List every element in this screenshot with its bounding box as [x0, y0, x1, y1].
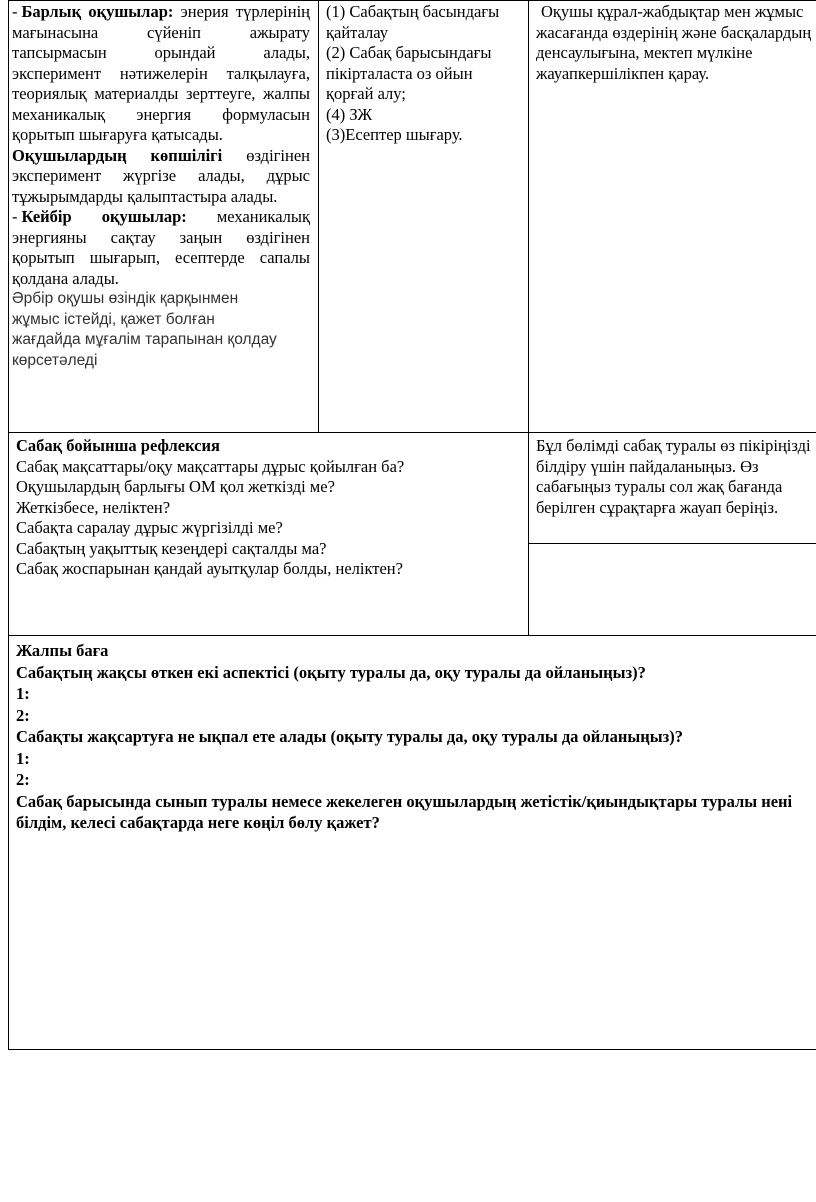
table-left-border: [8, 0, 9, 1050]
reflection-question-6: Сабақ жоспарынан қандай ауытқулар болды, неліктен?: [16, 559, 403, 578]
reflection-question-4: Сабақта саралау дұрыс жүргізілді ме?: [16, 518, 283, 537]
some-students-text: механикалық энергияны сақтау заңын өздігінен қорытып шығарып, есептерде сапалы қолдана алады.: [12, 207, 310, 288]
some-students-paragraph: [12, 207, 310, 289]
all-students-text: энерия түрлерінің мағынасына сүйеніп ажырату тапсырмасын орындай алады, эксперимент нәтижелерін талқылауға, теориялық материалды зерттеуге, жалпы механикалық энергия формуласын қорытып шығаруға қатысады.: [12, 2, 310, 144]
reflection-answer-area[interactable]: [529, 544, 816, 635]
summary-q1-answer-1: 1:: [16, 684, 30, 703]
reflection-question-5: Сабақтың уақыттық кезеңдері сақталды ма?: [16, 538, 327, 558]
row1-col3-cell: [536, 2, 816, 432]
summary-q1-answer-2: 2:: [16, 705, 30, 725]
summary-question-2: Сабақты жақсартуға не ықпал ете алады (оқыту туралы да, оқу туралы да ойланыңыз)?: [16, 727, 683, 746]
reflection-cell: [16, 436, 524, 634]
row1-col1-cell: [12, 2, 310, 432]
most-students-paragraph: [12, 146, 310, 208]
all-students-paragraph: [12, 2, 310, 146]
reflection-question-1: Сабақ мақсаттары/оқу мақсаттары дұрыс қойылған ба?: [16, 456, 405, 476]
all-students-label: Барлық оқушылар:: [21, 2, 174, 21]
row1-col-divider-1: [318, 0, 319, 433]
assessment-item-2: (2) Сабақ барысындағы пікірталаста оз ойын қорғай алу;: [326, 43, 492, 103]
assessment-item-1: (1) Сабақтың басындағы қайталау: [326, 2, 500, 42]
most-students-text: өздігінен эксперимент жүргізе алады, дұрыс тұжырымдарды қалыптастыра алады.: [12, 145, 310, 206]
list-dash: -: [12, 2, 18, 21]
assessment-item-4: (3)Есептер шығару.: [326, 125, 463, 144]
summary-question-3: Сабақ барысында сынып туралы немесе жекелеген оқушылардың жетістік/қиындықтары туралы нені білдім, келесі сабақтарда неге көңіл бөлу қажет?: [16, 791, 793, 832]
summary-title: Жалпы баға: [16, 641, 109, 660]
assessment-item-3: (4) ЗЖ: [326, 104, 373, 124]
row1-col2-cell: [326, 2, 524, 432]
summary-question-1: Сабақтың жақсы өткен екі аспектісі (оқыту туралы да, оқу туралы да ойланыңыз)?: [16, 662, 646, 682]
summary-evaluation-cell: [16, 640, 806, 1048]
some-students-label: Кейбір оқушылар:: [21, 207, 187, 226]
summary-q2-answer-2: 2:: [16, 770, 30, 789]
reflection-question-2: Оқушылардың барлығы ОМ қол жеткізді ме?: [16, 477, 335, 496]
reflection-title: Сабақ бойынша рефлексия: [16, 436, 220, 455]
individual-pace-paragraph: Әрбір оқушы өзіндік қарқынмен жұмыс істейді, қажет болған жағдайда мұғалім тарапынан қолдау көрсетәледі: [12, 290, 277, 369]
safety-text: Оқушы құрал-жабдықтар мен жұмыс жасағанда өздерінің және басқалардың денсаулығына, мектеп мүлкіне жауапкершілікпен қарау.: [536, 2, 812, 83]
row2-bottom-border: [8, 635, 816, 636]
reflection-instruction-cell: [536, 436, 816, 542]
row1-col-divider-2: [528, 0, 529, 433]
most-students-label: Оқушылардың көпшілігі: [12, 145, 223, 165]
summary-q2-answer-1: 1:: [16, 748, 30, 768]
table-top-border: [8, 0, 816, 1]
row1-bottom-border: [8, 432, 816, 433]
reflection-question-3: Жеткізбесе, неліктен?: [16, 497, 171, 517]
reflection-instruction-text: Бұл бөлімді сабақ туралы өз пікіріңізді білдіру үшін пайдаланыңыз. Өз сабағыңыз туралы сол жақ бағанда берілген сұрақтарға жауап беріңіз.: [536, 436, 811, 517]
table-bottom-border: [8, 1049, 816, 1050]
list-dash: -: [12, 207, 18, 226]
